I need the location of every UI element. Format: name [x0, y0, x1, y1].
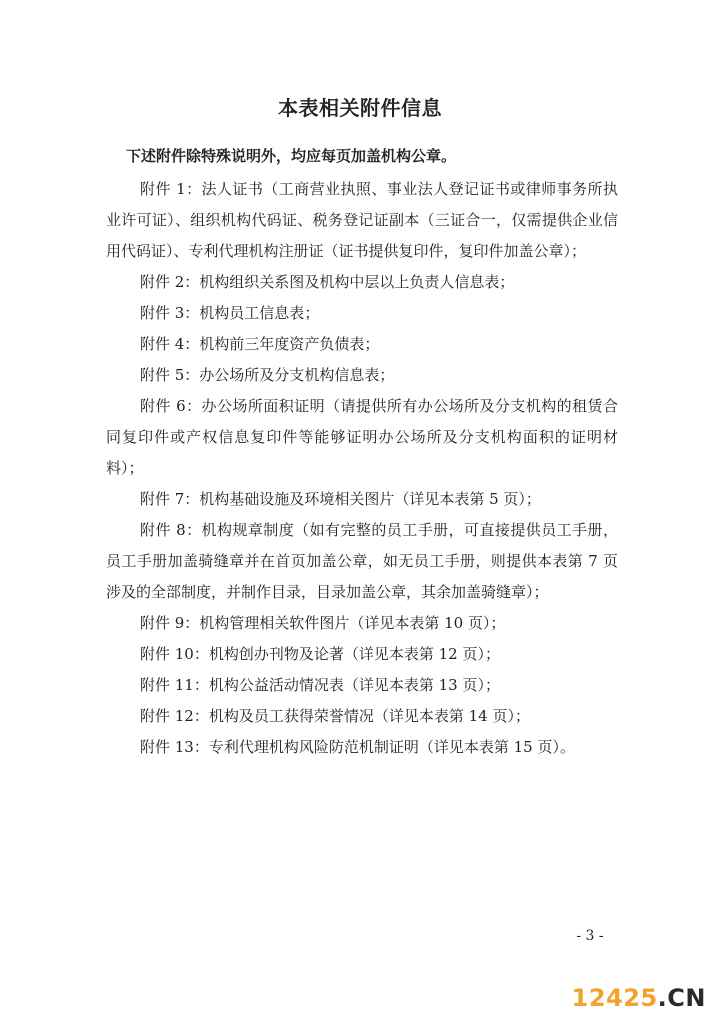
site-watermark — [572, 984, 706, 1012]
watermark-tld: .CN — [657, 984, 706, 1012]
attachment-item-12: 附件 12：机构及员工获得荣誉情况（详见本表第 14 页）； — [140, 707, 530, 725]
attachment-list — [106, 174, 618, 763]
watermark-number: 12425 — [571, 984, 658, 1012]
intro-note: 下述附件除特殊说明外，均应每页加盖机构公章。 — [126, 147, 457, 165]
attachment-item-11: 附件 11：机构公益活动情况表（详见本表第 13 页）； — [140, 676, 500, 694]
attachment-item-9: 附件 9：机构管理相关软件图片（详见本表第 10 页）； — [140, 614, 506, 632]
page-title: 本表相关附件信息 — [278, 96, 442, 120]
attachment-item-10: 附件 10：机构创办刊物及论著（详见本表第 12 页）； — [140, 645, 500, 663]
attachment-item-5: 附件 5：办公场所及分支机构信息表； — [140, 366, 395, 384]
attachment-item-13: 附件 13：专利代理机构风险防范机制证明（详见本表第 15 页）。 — [140, 738, 575, 756]
attachment-item-8: 附件 8：机构规章制度（如有完整的员工手册，可直接提供员工手册，员工手册加盖骑缝章并在首页加盖公章，如无员工手册，则提供本表第 7 页涉及的全部制度，并制作目录，目录加盖公章，其余加盖骑缝章）； — [106, 521, 618, 601]
attachment-item-1: 附件 1：法人证书（工商营业执照、事业法人登记证书或律师事务所执业许可证）、组织机构代码证、税务登记证副本（三证合一，仅需提供企业信用代码证）、专利代理机构注册证（证书提供复印件，复印件加盖公章）； — [106, 180, 618, 260]
attachment-item-7: 附件 7：机构基础设施及环境相关图片（详见本表第 5 页）； — [140, 490, 541, 508]
attachment-item-6: 附件 6：办公场所面积证明（请提供所有办公场所及分支机构的租赁合同复印件或产权信息复印件等能够证明办公场所及分支机构面积的证明材料）； — [106, 397, 618, 477]
page-number: - 3 - — [576, 928, 604, 944]
attachment-item-3: 附件 3：机构员工信息表； — [140, 304, 320, 322]
attachment-item-4: 附件 4：机构前三年度资产负债表； — [140, 335, 380, 353]
attachment-item-2: 附件 2：机构组织关系图及机构中层以上负责人信息表； — [140, 273, 515, 291]
